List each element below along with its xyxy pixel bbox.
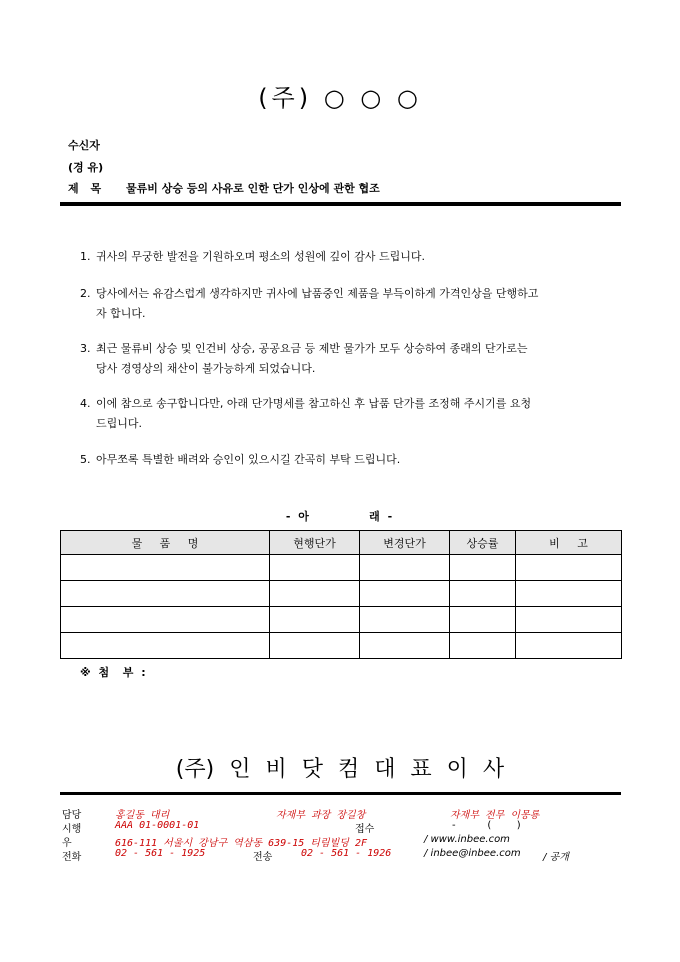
enforce-number: AAA 01-0001-01 (115, 820, 200, 831)
disclosure: / 공개 (543, 852, 569, 863)
table-row (61, 581, 622, 607)
notice-heading: - 아 래 - (285, 510, 395, 523)
postal-label: 우 (62, 838, 72, 849)
paragraph-text: 귀사의 무궁한 발전을 기원하오며 평소의 성원에 깊이 감사 드립니다. (96, 250, 425, 263)
table-cell (360, 607, 450, 633)
paragraph-5 (80, 450, 608, 470)
manager-name: 홍길동 대리 (115, 810, 170, 821)
table-row (61, 633, 622, 659)
table-row (61, 607, 622, 633)
paragraph-number: 2. (80, 287, 91, 300)
address: 616-111 서울시 강남구 역삼동 639-15 티림빌딩 2F (115, 838, 368, 849)
table-cell (450, 581, 516, 607)
enforce-label: 시행 (62, 824, 82, 835)
table-cell (450, 607, 516, 633)
table-cell (360, 555, 450, 581)
company-title: (주) ○ ○ ○ (258, 84, 422, 112)
table-cell (61, 555, 270, 581)
table-header-row (61, 531, 622, 555)
email: / inbee@inbee.com (424, 848, 521, 859)
subject-label: 제 목 (68, 182, 102, 195)
table-cell (61, 607, 270, 633)
table-cell (270, 555, 360, 581)
column-header-new-price: 변경단가 (360, 531, 450, 555)
paragraph-number: 1. (80, 250, 91, 263)
header-divider (60, 202, 621, 206)
paragraph-number: 4. (80, 397, 91, 410)
paragraph-3 (80, 339, 608, 379)
table-cell (516, 633, 622, 659)
footer-divider (60, 792, 621, 795)
table-cell (61, 633, 270, 659)
table-cell (450, 555, 516, 581)
table-cell (270, 633, 360, 659)
section-manager: 자재부 과장 장길창 (276, 810, 366, 821)
via-label: (경 유) (68, 161, 104, 174)
fax-label: 전송 (253, 852, 273, 863)
table-cell (516, 581, 622, 607)
phone-label: 전화 (62, 852, 82, 863)
table-row (61, 555, 622, 581)
paragraph-2 (80, 284, 608, 324)
phone-number: 02 - 561 - 1925 (115, 848, 206, 859)
table-cell (61, 581, 270, 607)
table-cell (270, 607, 360, 633)
table-cell (516, 555, 622, 581)
column-header-item-name: 물 품 명 (61, 531, 270, 555)
column-header-current-price: 현행단가 (270, 531, 360, 555)
ceo-signature-line: (주) 인 비 닷 컴 대 표 이 사 (175, 757, 505, 782)
receipt-label: 접수 (355, 824, 375, 835)
attachment-label: ※ 첨 부 : (80, 666, 148, 679)
paragraph-text: 이에 참으로 송구합니다만, 아래 단가명세를 참고하신 후 납품 단가를 조정해 주시기를 요청 (96, 397, 532, 410)
paragraph-number: 3. (80, 342, 91, 355)
paragraph-text: 아무쪼록 특별한 배려와 승인이 있으시길 간곡히 부탁 드립니다. (96, 453, 401, 466)
subject-text: 물류비 상승 등의 사유로 인한 단가 인상에 관한 협조 (126, 182, 380, 195)
table-cell (270, 581, 360, 607)
website: / www.inbee.com (424, 834, 510, 845)
paragraph-text-continued: 자 합니다. (96, 307, 146, 320)
table-cell (360, 633, 450, 659)
fax-number: 02 - 561 - 1926 (301, 848, 392, 859)
price-change-table (60, 530, 622, 659)
paragraph-1 (80, 247, 608, 267)
paragraph-text: 최근 물류비 상승 및 인건비 상승, 공공요금 등 제반 물가가 모두 상승하여 종래의 단가로는 (96, 342, 528, 355)
paragraph-4 (80, 394, 608, 434)
receipt-value: - ( ) (452, 820, 521, 831)
paragraph-text-continued: 당사 경영상의 채산이 불가능하게 되었습니다. (96, 362, 316, 375)
manager-label: 담당 (62, 810, 82, 821)
paragraph-number: 5. (80, 453, 91, 466)
director: 자재부 전무 이몽룡 (450, 810, 540, 821)
paragraph-text-continued: 드립니다. (96, 417, 143, 430)
column-header-increase-rate: 상승률 (450, 531, 516, 555)
table-cell (360, 581, 450, 607)
table-cell (516, 607, 622, 633)
table-cell (450, 633, 516, 659)
paragraph-text: 당사에서는 유감스럽게 생각하지만 귀사에 납품중인 제품을 부득이하게 가격인상을 단행하고 (96, 287, 539, 300)
subject-row (68, 180, 380, 196)
column-header-remarks: 비 고 (516, 531, 622, 555)
recipient-label: 수신자 (68, 139, 100, 152)
